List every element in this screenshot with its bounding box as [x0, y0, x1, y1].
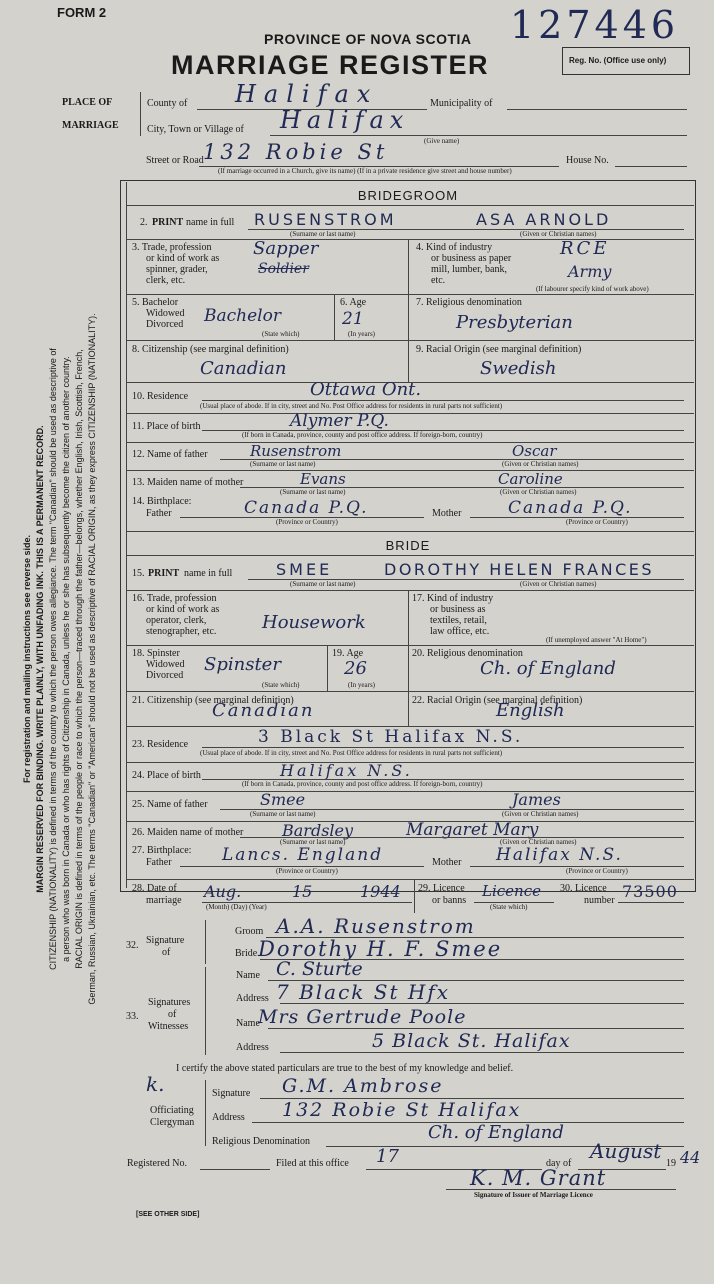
- bride-age-value: 26: [344, 658, 367, 679]
- bride-trade-label-2: or kind of work as: [146, 604, 220, 615]
- bride-citizenship-value: Canadian: [212, 700, 315, 721]
- bride-mother-given: Margaret Mary: [406, 820, 539, 840]
- groom-industry-value-1: RCE: [560, 238, 610, 259]
- bride-mother-label: 26. Maiden name of mother: [132, 827, 244, 838]
- place-label: PLACE OF: [62, 97, 113, 108]
- clergy-denomination: Ch. of England: [428, 1122, 564, 1143]
- filed-year: 44: [680, 1148, 701, 1167]
- bride-bp-mother-caption: (Province or Country): [566, 867, 628, 875]
- reg-no-box: [562, 47, 690, 75]
- clergy-label-1: Officiating: [150, 1105, 194, 1116]
- groom-trade-value: Sapper: [253, 238, 319, 259]
- groom-age-label: 6. Age: [340, 297, 367, 308]
- rule-b2: [126, 294, 694, 295]
- groom-age-value: 21: [342, 309, 364, 329]
- clergy-sig-label: Signature: [212, 1088, 251, 1099]
- col-c4: [408, 691, 409, 726]
- groom-citizenship-value: Canadian: [200, 358, 287, 379]
- bride-name-print: PRINT: [148, 568, 180, 579]
- municipality-line: [507, 109, 687, 110]
- rule-c9: [126, 879, 694, 880]
- bride-bp-father: Lancs. England: [222, 845, 384, 865]
- year-prefix: 19: [666, 1158, 676, 1169]
- bride-residence-label: 23. Residence: [132, 739, 189, 750]
- bride-mother-given-caption: (Given or Christian names): [500, 838, 577, 846]
- sig-num: 32.: [126, 940, 139, 951]
- see-other-side: [SEE OTHER SIDE]: [136, 1211, 200, 1218]
- date-caption: (Month) (Day) (Year): [206, 903, 267, 911]
- margin-instructions: [21, 34, 99, 1284]
- issuer-caption: Signature of Issuer of Marriage Licence: [474, 1191, 593, 1199]
- bride-religion-label: 20. Religious denomination: [412, 648, 523, 659]
- bride-religion-value: Ch. of England: [480, 658, 616, 679]
- groom-industry-label-2: or business as paper: [431, 253, 512, 264]
- filed-month: August: [590, 1139, 662, 1163]
- sig-bracket: [205, 920, 206, 964]
- groom-surname-caption: (Surname or last name): [290, 230, 356, 238]
- groom-bp-mother: Canada P.Q.: [508, 498, 633, 518]
- groom-industry-caption: (If labourer specify kind of work above): [536, 285, 649, 293]
- bride-industry-label-4: law office, etc.: [430, 626, 490, 637]
- clergy-bracket: [205, 1080, 206, 1146]
- bride-racial-label: 22. Racial Origin (see marginal definition): [412, 695, 583, 706]
- w1-address-label: Address: [236, 993, 269, 1004]
- groom-bp-mother-label: Mother: [432, 508, 462, 519]
- registered-label: Registered No.: [127, 1158, 187, 1169]
- bride-bp-label-2: Father: [146, 857, 172, 868]
- licence-label-2: or banns: [432, 895, 467, 906]
- licence-label-1: 29. Licence: [418, 883, 465, 894]
- city-value: Halifax: [280, 106, 410, 134]
- bride-bp-label-1: 27. Birthplace:: [132, 845, 192, 856]
- marriage-month: Aug.: [204, 882, 242, 901]
- groom-mother-surname: Evans: [300, 470, 346, 488]
- licence-number-value: 73500: [622, 882, 678, 901]
- filed-label: Filed at this office: [276, 1158, 349, 1169]
- groom-father-given-caption: (Given or Christian names): [502, 460, 579, 468]
- groom-trade-label-3: spinner, grader,: [146, 264, 208, 275]
- licence-no-label-1: 30. Licence: [560, 883, 607, 894]
- groom-sig-label: Groom: [235, 926, 264, 937]
- w2-address-label: Address: [236, 1042, 269, 1053]
- licence-caption: (State which): [490, 903, 528, 911]
- w1-address-line: [280, 1003, 684, 1004]
- street-value: 132 Robie St: [203, 140, 389, 164]
- bride-industry-label-3: textiles, retail,: [430, 615, 487, 626]
- groom-given-caption: (Given or Christian names): [520, 230, 597, 238]
- bride-bp-mother-label: Mother: [432, 857, 462, 868]
- groom-age-caption: (In years): [348, 330, 376, 338]
- bride-sig-label: Bride: [235, 948, 258, 959]
- rule-b5: [126, 413, 694, 414]
- bride-birthplace-value: Halifax N.S.: [280, 761, 413, 780]
- licence-value: Licence: [482, 882, 541, 900]
- groom-racial-label: 9. Racial Origin (see marginal definition): [416, 344, 582, 355]
- bride-status-value: Spinster: [204, 654, 281, 675]
- groom-given-names: ASA ARNOLD: [476, 210, 612, 229]
- marriage-day: 15: [292, 882, 313, 901]
- date-label-1: 28. Date of: [132, 883, 177, 894]
- col-b4: [408, 340, 409, 382]
- groom-status-caption: (State which): [262, 330, 300, 338]
- clergy-address: 132 Robie St Halifax: [282, 1099, 522, 1121]
- issuer-signature: K. M. Grant: [470, 1166, 607, 1190]
- page-title: MARRIAGE REGISTER: [171, 50, 490, 80]
- bride-name-label: name in full: [184, 568, 233, 579]
- groom-citizenship-label: 8. Citizenship (see marginal definition): [132, 344, 289, 355]
- issuer-line: [446, 1189, 676, 1190]
- groom-father-given: Oscar: [512, 442, 557, 460]
- rule-c1: [126, 555, 694, 556]
- sig-label-2: of: [162, 947, 171, 958]
- groom-industry-label-3: mill, lumber, bank,: [431, 264, 507, 275]
- bride-racial-value: English: [496, 700, 565, 721]
- rule-b7: [126, 470, 694, 471]
- groom-trade-label-2: or kind of work as: [146, 253, 220, 264]
- bride-trade-label-1: 16. Trade, profession: [132, 593, 217, 604]
- col-b1: [408, 239, 409, 294]
- groom-trade-label-4: clerk, etc.: [146, 275, 186, 286]
- bride-signature: Dorothy H. F. Smee: [258, 937, 503, 961]
- col-b3: [408, 294, 409, 340]
- groom-mother-surname-caption: (Surname or last name): [280, 488, 346, 496]
- w2-address: 5 Black St. Halifax: [372, 1030, 571, 1052]
- clergy-label-2: Clergyman: [150, 1117, 195, 1128]
- bride-heading: BRIDE: [385, 538, 431, 553]
- sig-label-1: Signature: [146, 935, 185, 946]
- bride-father-label: 25. Name of father: [132, 799, 208, 810]
- groom-residence-value: Ottawa Ont.: [310, 379, 422, 400]
- form-inner-border: [126, 182, 127, 888]
- bride-mother-surname-caption: (Surname or last name): [280, 838, 346, 846]
- groom-residence-label: 10. Residence: [132, 391, 189, 402]
- groom-industry-value-2: Army: [568, 262, 612, 281]
- bride-given-caption: (Given or Christian names): [520, 580, 597, 588]
- bride-status-caption: (State which): [262, 681, 300, 689]
- house-line: [615, 166, 687, 167]
- municipality-label: Municipality of: [430, 98, 493, 109]
- groom-birthplace-caption: (If born in Canada, province, county and post office address. If foreign-born, country): [242, 431, 483, 439]
- groom-status-label-1: 5. Bachelor: [132, 297, 179, 308]
- groom-residence-caption: (Usual place of abode. If in city, street and No. Post Office address for residents in rural parts not sufficient): [200, 402, 503, 410]
- bride-trade-label-3: operator, clerk,: [146, 615, 207, 626]
- day-of-label: day of: [546, 1158, 572, 1169]
- bride-age-caption: (In years): [348, 681, 376, 689]
- date-label-2: marriage: [146, 895, 182, 906]
- clergy-addr-label: Address: [212, 1112, 245, 1123]
- licence-no-label-2: number: [584, 895, 615, 906]
- registered-line: [200, 1169, 270, 1170]
- bride-residence-line: [202, 747, 684, 748]
- groom-status-label-3: Divorced: [146, 319, 184, 330]
- col-c1: [408, 590, 409, 645]
- bride-father-given: James: [512, 790, 561, 809]
- groom-trade-label-1: 3. Trade, profession: [132, 242, 212, 253]
- church-note: (If marriage occurred in a Church, give its name) (If in a private residence give street and house number): [218, 167, 512, 175]
- bride-name-num: 15.: [132, 568, 145, 579]
- bride-mother-surname: Bardsley: [282, 821, 354, 840]
- bride-status-label-2: Widowed: [146, 659, 185, 670]
- groom-racial-value: Swedish: [480, 358, 557, 379]
- bride-father-surname-caption: (Surname or last name): [250, 810, 316, 818]
- margin-line-2: MARGIN RESERVED FOR BINDING. WRITE PLAINLY, WITH UNFADING INK. THIS IS A PERMANENT RECORD.: [35, 425, 45, 893]
- bride-father-given-caption: (Given or Christian names): [502, 810, 579, 818]
- bride-birthplace-label: 24. Place of birth: [132, 770, 201, 781]
- margin-line-1: For registration and mailing instructions see reverse side.: [22, 534, 32, 784]
- form-number: FORM 2: [57, 5, 107, 20]
- bride-residence-caption: (Usual place of abode. If in city, street and No. Post Office address for residents in rural parts not sufficient): [200, 749, 503, 757]
- give-name-caption: (Give name): [424, 137, 460, 145]
- clergy-denom-label: Religious Denomination: [212, 1136, 311, 1147]
- groom-birthplace-label: 11. Place of birth: [132, 421, 201, 432]
- marriage-year: 1944: [360, 882, 401, 901]
- licence-no-line: [618, 902, 684, 903]
- groom-name-print: PRINT: [152, 217, 184, 228]
- marriage-label: MARRIAGE: [62, 120, 119, 131]
- w2-name-line: [268, 1028, 684, 1029]
- rule-c0: [126, 531, 694, 532]
- witness-num: 33.: [126, 1011, 139, 1022]
- w1-name: C. Sturte: [276, 958, 363, 980]
- groom-bp-label-2: Father: [146, 508, 172, 519]
- groom-industry-label-1: 4. Kind of industry: [416, 242, 493, 253]
- groom-name-label: name in full: [186, 217, 235, 228]
- groom-name-num: 2.: [140, 217, 148, 228]
- w1-address: 7 Black St Hfx: [276, 980, 450, 1004]
- bride-surname-caption: (Surname or last name): [290, 580, 356, 588]
- bride-industry-label-2: or business as: [430, 604, 486, 615]
- groom-mother-label: 13. Maiden name of mother: [132, 477, 244, 488]
- w2-name: Mrs Gertrude Poole: [258, 1006, 467, 1028]
- place-bracket: [140, 92, 141, 136]
- bride-residence-value: 3 Black St Halifax N.S.: [258, 727, 524, 747]
- handwritten-register-number: 127446: [510, 3, 680, 47]
- bride-industry-label-1: 17. Kind of industry: [412, 593, 494, 604]
- groom-bp-father-caption: (Province or Country): [276, 518, 338, 526]
- clergy-mark: k.: [146, 1072, 165, 1096]
- bride-age-label: 19. Age: [332, 648, 364, 659]
- bride-given-names: DOROTHY HELEN FRANCES: [384, 560, 655, 579]
- bride-surname: SMEE: [276, 560, 333, 579]
- rule-c4: [126, 691, 694, 692]
- groom-trade-struck: Soldier: [258, 261, 309, 277]
- groom-father-surname-caption: (Surname or last name): [250, 460, 316, 468]
- rule-c7: [126, 791, 694, 792]
- w2-address-line: [280, 1052, 684, 1053]
- street-label: Street or Road: [146, 155, 204, 166]
- county-value: Halifax: [235, 80, 379, 108]
- city-label: City, Town or Village of: [147, 124, 244, 135]
- witness-label-3: Witnesses: [148, 1021, 189, 1032]
- rule-c3: [126, 645, 694, 646]
- groom-father-label: 12. Name of father: [132, 449, 208, 460]
- bride-status-label-3: Divorced: [146, 670, 184, 681]
- margin-line-3: CITIZENSHIP (NATIONALITY) is defined in terms of the country to which the person owes allegiance. The term "Canadian" should be used as descriptive of: [48, 348, 58, 970]
- groom-status-label-2: Widowed: [146, 308, 185, 319]
- col-c2: [327, 645, 328, 691]
- groom-mother-given-caption: (Given or Christian names): [500, 488, 577, 496]
- witness-label-1: Signatures: [148, 997, 191, 1008]
- bride-father-surname: Smee: [260, 790, 306, 809]
- col-c3: [408, 645, 409, 691]
- bride-trade-value: Housework: [262, 612, 366, 633]
- groom-mother-given: Caroline: [498, 470, 563, 488]
- filed-day: 17: [376, 1146, 399, 1167]
- groom-status-value: Bachelor: [204, 306, 281, 326]
- certify-text: I certify the above stated particulars are true to the best of my knowledge and belief.: [176, 1063, 514, 1074]
- bride-birthplace-caption: (If born in Canada, province, county and post office address. If foreign-born, country): [242, 780, 483, 788]
- groom-religion-value: Presbyterian: [456, 312, 573, 333]
- bride-industry-caption: (If unemployed answer "At Home"): [546, 636, 647, 644]
- rule-b3: [126, 340, 694, 341]
- margin-line-4: a person who was born in Canada or who has rights of Citizenship in Canada, unless he or she has subsequently become the citizen of another country.: [61, 356, 71, 962]
- city-line: [270, 135, 687, 136]
- bride-status-label-1: 18. Spinster: [132, 648, 180, 659]
- margin-line-6: German, Russian, Ukrainian, etc. The terms "Canadian" or "American" should not be used as descriptive of RACIAL ORIGIN, as they express CITIZENSHIP (NATIONALITY).: [87, 313, 97, 1005]
- groom-industry-label-4: etc.: [431, 275, 446, 286]
- witness-bracket: [205, 967, 206, 1055]
- groom-bp-label-1: 14. Birthplace:: [132, 496, 192, 507]
- w1-name-label: Name: [236, 970, 260, 981]
- col-b2: [334, 294, 335, 340]
- reg-no-label: Reg. No. (Office use only): [569, 56, 667, 65]
- groom-bp-mother-caption: (Province or Country): [566, 518, 628, 526]
- clergy-signature: G.M. Ambrose: [282, 1075, 444, 1097]
- groom-religion-label: 7. Religious denomination: [416, 297, 522, 308]
- groom-bp-father: Canada P.Q.: [244, 498, 369, 518]
- margin-line-5: RACIAL ORIGIN is defined in terms of the people or race to which the person—traced through the father—belongs, whether English, Irish, Scottish, French,: [74, 349, 84, 969]
- groom-birthplace-value: Alymer P.Q.: [290, 411, 389, 431]
- bride-bp-mother: Halifax N.S.: [496, 845, 623, 865]
- rule-c2: [126, 590, 694, 591]
- province-heading: PROVINCE OF NOVA SCOTIA: [264, 31, 472, 47]
- bride-bp-father-caption: (Province or Country): [276, 867, 338, 875]
- groom-father-surname: Rusenstrom: [250, 442, 342, 460]
- county-label: County of: [147, 98, 188, 109]
- rule-b6: [126, 442, 694, 443]
- w2-name-label: Name: [236, 1018, 260, 1029]
- rule-b0: [126, 205, 694, 206]
- groom-surname: RUSENSTROM: [254, 210, 397, 229]
- bride-citizenship-label: 21. Citizenship (see marginal definition): [132, 695, 294, 706]
- bridegroom-heading: BRIDEGROOM: [357, 188, 459, 203]
- groom-residence-line: [202, 400, 684, 401]
- col-d1: [414, 879, 415, 913]
- witness-label-2: of: [168, 1009, 177, 1020]
- bride-trade-label-4: stenographer, etc.: [146, 626, 217, 637]
- groom-signature: A.A. Rusenstrom: [276, 914, 476, 938]
- house-label: House No.: [566, 155, 609, 166]
